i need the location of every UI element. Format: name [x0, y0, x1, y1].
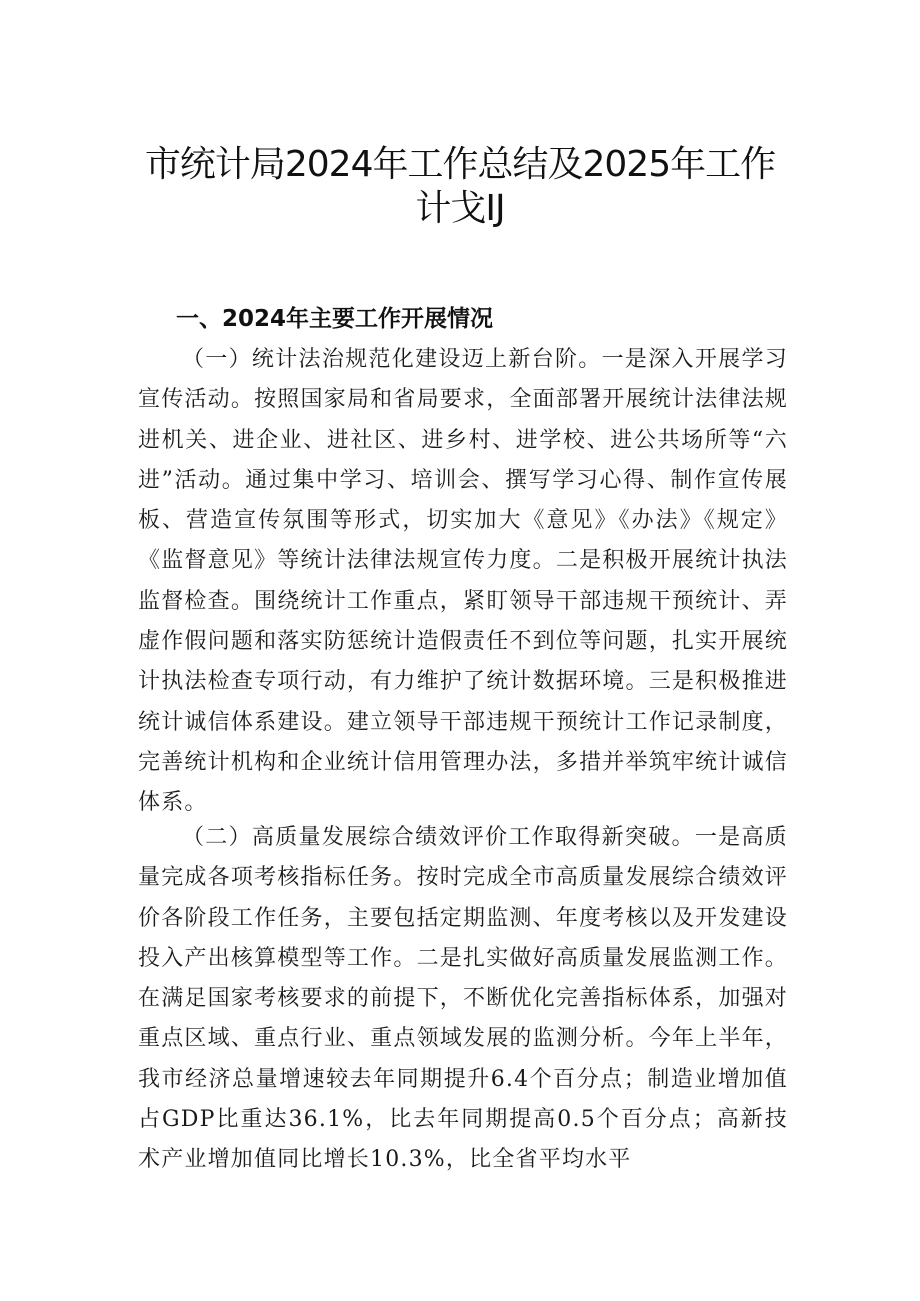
paragraph-2: （二）高质量发展综合绩效评价工作取得新突破。一是高质量完成各项考核指标任务。按时完成全市高质量发展综合绩效评价各阶段工作任务，主要包括定期监测、年度考核以及开发建设投入产出核算模型等工作。二是扎实做好高质量发展监测工作。在满足国家考核要求的前提下，不断优化完善指标体系，加强对重点区域、重点行业、重点领域发展的监测分析。今年上半年，我市经济总量增速较去年同期提升6.4个百分点；制造业增加值占GDP比重达36.1%，比去年同期提高0.5个百分点；高新技术产业增加值同比增长10.3%，比全省平均水平 [138, 825, 788, 1173]
document-title-continuation: 计戈IJ [415, 188, 505, 229]
section-heading: 一、2024年主要工作开展情况 [176, 306, 494, 332]
document-title: 市统计局2024年工作总结及2025年工作 [144, 144, 776, 185]
paragraph-1: （一）统计法治规范化建设迈上新台阶。一是深入开展学习宣传活动。按照国家局和省局要求，全面部署开展统计法律法规进机关、进企业、进社区、进乡村、进学校、进公共场所等“六进”活动。通过集中学习、培训会、撰写学习心得、制作宣传展板、营造宣传氛围等形式，切实加大《意见》《办法》《规定》《监督意见》等统计法律法规宣传力度。二是积极开展统计执法监督检查。围绕统计工作重点，紧盯领导干部违规干预统计、弄虚作假问题和落实防惩统计造假责任不到位等问题，扎实开展统计执法检查专项行动，有力维护了统计数据环境。三是积极推进统计诚信体系建设。建立领导干部违规干预统计工作记录制度，完善统计机构和企业统计信用管理办法，多措并举筑牢统计诚信体系。 [138, 347, 788, 816]
